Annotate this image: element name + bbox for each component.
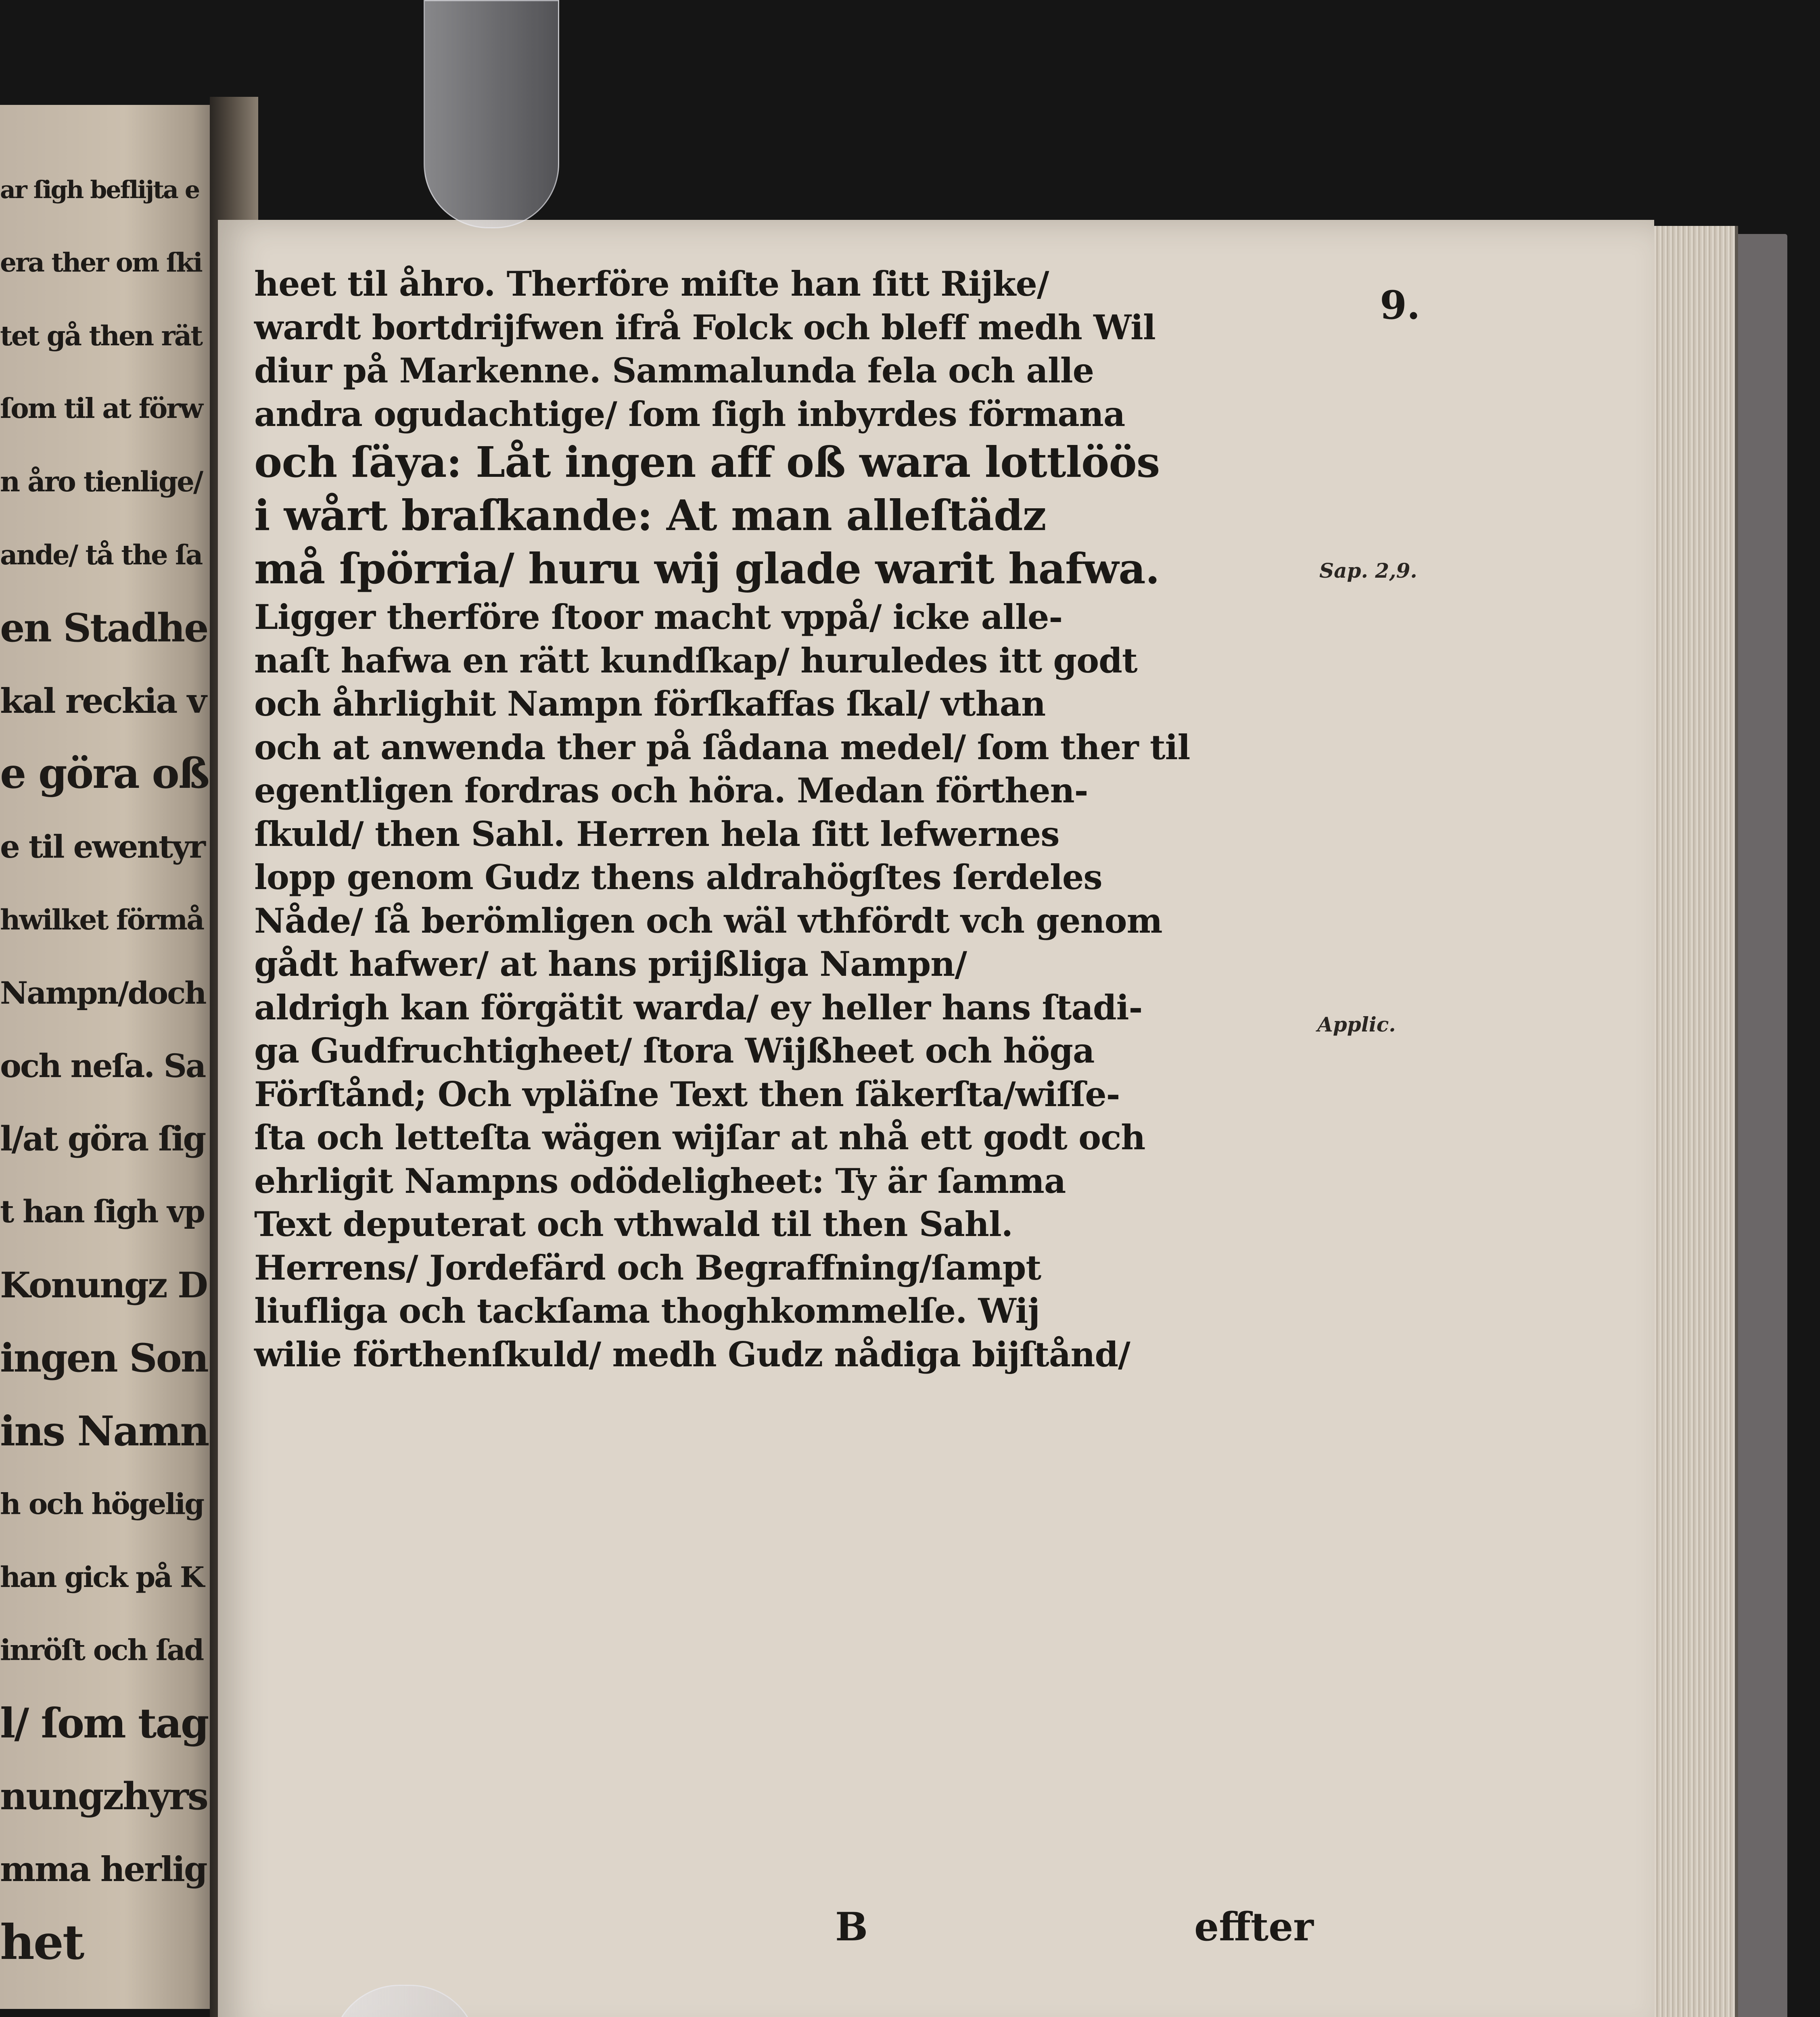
text-line: lopp genom Gudz thens aldrahögſtes ſerdeles (254, 857, 1102, 897)
text-line: Herrens/ Jordefärd och Begraffning/ſampt (254, 1247, 1041, 1288)
text-line: ga Gudfruchtigheet/ ſtora Wijßheet och höga (254, 1031, 1095, 1071)
text-line: aldrigh kan förgätit warda/ ey heller hans ſtadi- (254, 987, 1143, 1027)
left-line: l/at göra ſig (0, 1119, 205, 1159)
text-line: må ſpörria/ huru wij glade warit hafwa. (254, 544, 1160, 593)
left-line: och neſa. Sa (0, 1047, 205, 1085)
text-line: egentligen fordras och höra. Medan förthen- (254, 770, 1088, 810)
left-line: ar ſigh beflijta e (0, 175, 199, 204)
left-line: tet gå then rät (0, 320, 202, 352)
page-clip-top (424, 0, 559, 228)
catchword: effter (1194, 1904, 1314, 1950)
left-line: e göra oß (0, 750, 209, 798)
left-page (0, 105, 226, 2009)
left-line: e til ewentyr (0, 829, 205, 865)
left-line: ins Namn (0, 1407, 209, 1455)
text-line: naſt hafwa en rätt kundſkap/ huruledes itt godt (254, 640, 1137, 681)
text-line: Nåde/ ſå berömligen och wäl vthfördt vch genom (254, 900, 1162, 941)
text-line: i wårt braſkande: At man alleſtädz (254, 491, 1046, 540)
text-line: ehrligit Nampns odödeligheet: Ty är ſamma (254, 1161, 1066, 1201)
left-line: Konungz D (0, 1264, 207, 1306)
text-line: liufliga och tackſama thoghkommelſe. Wij (254, 1291, 1040, 1331)
text-line: diur på Markenne. Sammalunda fela och alle (254, 351, 1094, 390)
main-text (254, 262, 1319, 1376)
text-line: Förſtånd; Och vpläſne Text then ſäkerſta/wiſſe- (254, 1074, 1120, 1114)
left-line: kal reckia v (0, 681, 206, 721)
text-line: och ſäya: Låt ingen aff oß wara lottlöös (254, 437, 1160, 487)
left-line: h och högelig (0, 1487, 204, 1521)
text-line: ſta och letteſta wägen wijſar at nhå ett godt och (254, 1117, 1145, 1157)
left-line: mma herlig (0, 1849, 207, 1889)
text-line: andra ogudachtige/ ſom ſigh inbyrdes förmana (254, 394, 1125, 434)
text-line: Ligger therföre ſtoor macht vppå/ icke alle- (254, 597, 1063, 637)
left-line: ande/ tå the ſa (0, 539, 202, 571)
text-line: wilie förthenſkuld/ medh Gudz nådiga bijſtånd/ (254, 1334, 1130, 1374)
left-line: l/ ſom tag (0, 1699, 208, 1747)
left-line: nungzhyrs (0, 1774, 207, 1818)
left-line: het (0, 1914, 84, 1970)
left-line: n åro tienlige/ (0, 466, 203, 498)
left-line: ingen Son (0, 1335, 208, 1381)
left-line: t han ſigh vp (0, 1194, 205, 1230)
text-line: och at anwenda ther på ſådana medel/ ſom ther til (254, 727, 1190, 767)
left-page-text (0, 153, 210, 1979)
left-line: inröſt och ſad (0, 1633, 203, 1667)
text-line: Text deputerat och vthwald til then Sahl. (254, 1204, 1013, 1244)
left-line: han gick på K (0, 1560, 203, 1594)
text-line: wardt bortdrijfwen ifrå Folck och bleff medh Wil (254, 307, 1156, 347)
text-line: och åhrlighit Nampn förſkaffas ſkal/ vthan (254, 684, 1046, 724)
text-line: heet til åhro. Therföre miſte han ſitt Rijke/ (254, 264, 1049, 304)
text-line: gådt hafwer/ at hans prijßliga Nampn/ (254, 944, 967, 984)
page-footer (254, 1904, 1319, 1952)
left-line: hwilket förmå (0, 904, 204, 936)
left-line: ſom til at förw (0, 393, 202, 425)
left-line: era ther om ſki (0, 247, 202, 278)
left-line: en Stadhe (0, 605, 208, 651)
left-line: Nampn/doch (0, 975, 206, 1011)
signature-mark: B (835, 1904, 868, 1950)
text-line: ſkuld/ then Sahl. Herren hela ſitt lefwernes (254, 814, 1059, 854)
marginal-note-applic: Applic. (1317, 1013, 1396, 1036)
page-number: 9. (1380, 282, 1421, 328)
marginal-note-sap: Sap. 2,9. (1319, 559, 1417, 583)
